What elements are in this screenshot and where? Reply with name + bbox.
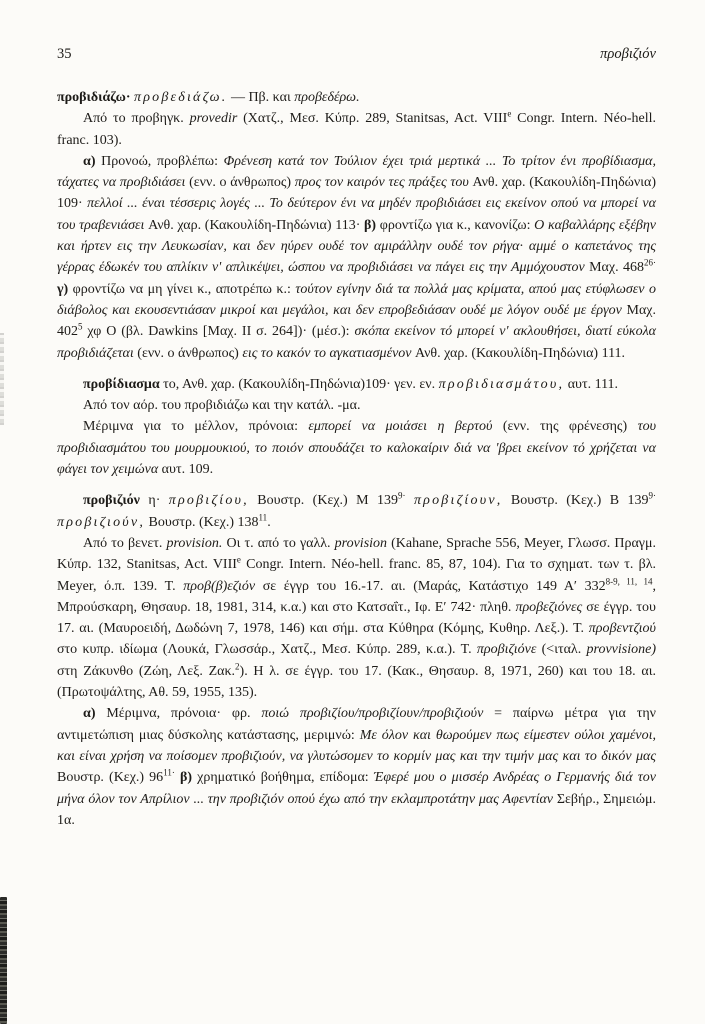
page-number: 35 <box>57 46 72 62</box>
dictionary-entry-probidiasma <box>57 374 656 480</box>
entry-3-etymology: Από το βενετ. provision. Οι τ. από το γαλλ. provision (Kahane, Sprache 556, Meyer, Γλωσσ. Πραγμ. Κύπρ. 132, Stanitsas, Act. VIIIe Congr. Intern. Néo-hell. franc. 85, 87, 104). Για το σχηματ. των τ. βλ. Meyer, ό.π. 139. Τ. προβ(β)εζιόν σε έγγρ του 16.-17. αι. (Μαράς, Κατάστιχο 149 Α′ 332$^{8-9, 11, 14}$, Μπρούσκαρη, Θησαυρ. 18, 1981, 314, κ.α.) και στο Κατσαΐτ., Ιφ. Ε′ 742· πληθ. προβεζιόνες σε έγγρ. του 17. αι. (Μαυροειδή, Δωδώνη 7, 1978, 146) και σήμ. στα Κύθηρα (Κόμης, Κυθηρ. Λεξ.). Τ. προβεντζιού στο κυπρ. ιδίωμα (Λουκά, Γλωσσάρ., Χατζ., Μεσ. Κύπρ. 289, κ.α.). Τ. προβιζιόνε (<ιταλ. provvisione) στη Ζάκυνθο (Ζώη, Λεξ. Ζακ.$^2$). Η λ. σε έγγρ. του 17. (Κακ., Θησαυρ. 8, 1971, 260) και του 18. αι. (Πρωτοψάλτης, Αθ. 59, 1955, 135). <box>57 535 657 701</box>
running-head: προβιζιόν <box>600 46 656 62</box>
entry-3-headword-line: προβιζιόν η· προβιζίου, Βουστρ. (Κεχ.) Μ $139^{9\cdot}$ προβιζίουν, Βουστρ. (Κεχ.) Β $139^{9\cdot}$ προβιζιούν, Βουστρ. (Κεχ.) $138^{11}$. <box>57 490 657 530</box>
dictionary-entry-probizion <box>57 490 656 831</box>
scan-artifact-left-lower <box>0 897 7 1024</box>
entry-2-etymology: Από τον αόρ. του προβιδιάζω και την κατάλ. -μα. <box>83 398 361 414</box>
dictionary-entry-probidiazo <box>57 87 656 364</box>
entry-2-senses: Μέριμνα για το μέλλον, πρόνοια: εμπορεί να μοιάσει η βερτού (ενν. της φρένεσης) του προβιδιασμάτου του μουρμουκιού, το ποιόν σπουδάζει το καλοκαίριν διά να 'βρει εκείνον τό χρήζεται να φάγει τον χειμώνα αυτ. 109. <box>57 419 656 478</box>
entry-1-headword-line: προβιδιάζω· προβεδιάζω. — Πβ. και προβεδέρω. <box>57 90 360 105</box>
scan-artifact-left-upper <box>0 333 4 425</box>
page-header <box>57 46 656 63</box>
page-content <box>57 46 656 831</box>
entry-1-etymology: Από το προβηγκ. provedir (Χατζ., Μεσ. Κύπρ. 289, Stanitsas, Act. VIIIe Congr. Intern. Néo-hell. franc. 103). <box>57 108 656 148</box>
entry-3-senses: α) Μέριμνα, πρόνοια· φρ. ποιώ προβιζίου/προβιζίουν/προβιζιούν = παίρνω μέτρα για την αντιμετώπιση μιας δύσκολης κατάστασης, μεριμνώ: Με όλον και θωρούμεν πως είμεστεν ούλοι χαμένοι, και είναι χρήση να ποίσομεν προβιζιούν, να γλυτώσομεν το κορμίν μας και την τιμήν μας και το δικόν μας Βουστρ. (Κεχ.) $96^{11\cdot}$ β) χρηματικό βοήθημα, επίδομα: Έφερέ μου ο μισσέρ Ανδρέας ο Γερμανής διά τον μήνα όλον τον Απρίλιον ... την προβιζιόν οπού έχω από την εκλαμπροτάτην μας Αφεντίαν Σεβήρ., Σημειώμ. 1α. <box>57 706 657 828</box>
entry-2-headword-line: προβίδιασμα το, Ανθ. χαρ. (Κακουλίδη-Πηδώνια)109· γεν. εν. προβιδιασμάτου, αυτ. 111. <box>83 376 619 392</box>
entry-1-senses: α) Προνοώ, προβλέπω: Φρένεση κατά τον Τούλιον έχει τριά μερτικά ... Το τρίτον ένι προβίδιασμα, τάχατες να προβιδιάσει (ενν. ο άνθρωπος) προς τον καιρόν τες πράξες του Ανθ. χαρ. (Κακουλίδη-Πηδώνια) 109· πελλοί ... έναι τέσσερις λογές ... Το δεύτερον ένι να μηδέν προβιδιάσει εις εκείνον οπού να μπορεί να του τραβενιάσει Ανθ. χαρ. (Κακουλίδη-Πηδώνια) 113· β) φροντίζω για κ., κανονίζω: Ο καβαλλάρης εξέβην και ήρτεν εις την Λευκωσίαν, και δεν ηύρεν ουδέ τον αμιράλλην ουδέ τον ρήγα· αμμέ ο καπετάνος της γέρρας έδωκέν του απλίκιν ν' απλικέψει, ώσπου να προβιδιάσει να πάγει εις την Αμμόχουστον Μαχ. $468^{26\cdot}$ γ) φροντίζω να μη γίνει κ., αποτρέπω κ.: τούτον εγίνην διά τα πολλά μας κρίματα, απού μας ετύφλωσεν ο διάβολος και εκουσεντιάσαν μικροί και μεγάλοι, και δεν επροβεδιάσαν ουδέ με λόγον ουδέ με έργον Μαχ. $402^5$ χφ Ο (βλ. Dawkins [Μαχ. II σ. 264])· (μέσ.): σκόπα εκείνον τό μπορεί ν' ακλουθήσει, διατί εύκολα προβιδιάζεται (ενν. ο άνθρωπος) εις το κακόν το αγκατιασμένον Ανθ. χαρ. (Κακουλίδη-Πηδώνια) 111. <box>57 153 656 361</box>
